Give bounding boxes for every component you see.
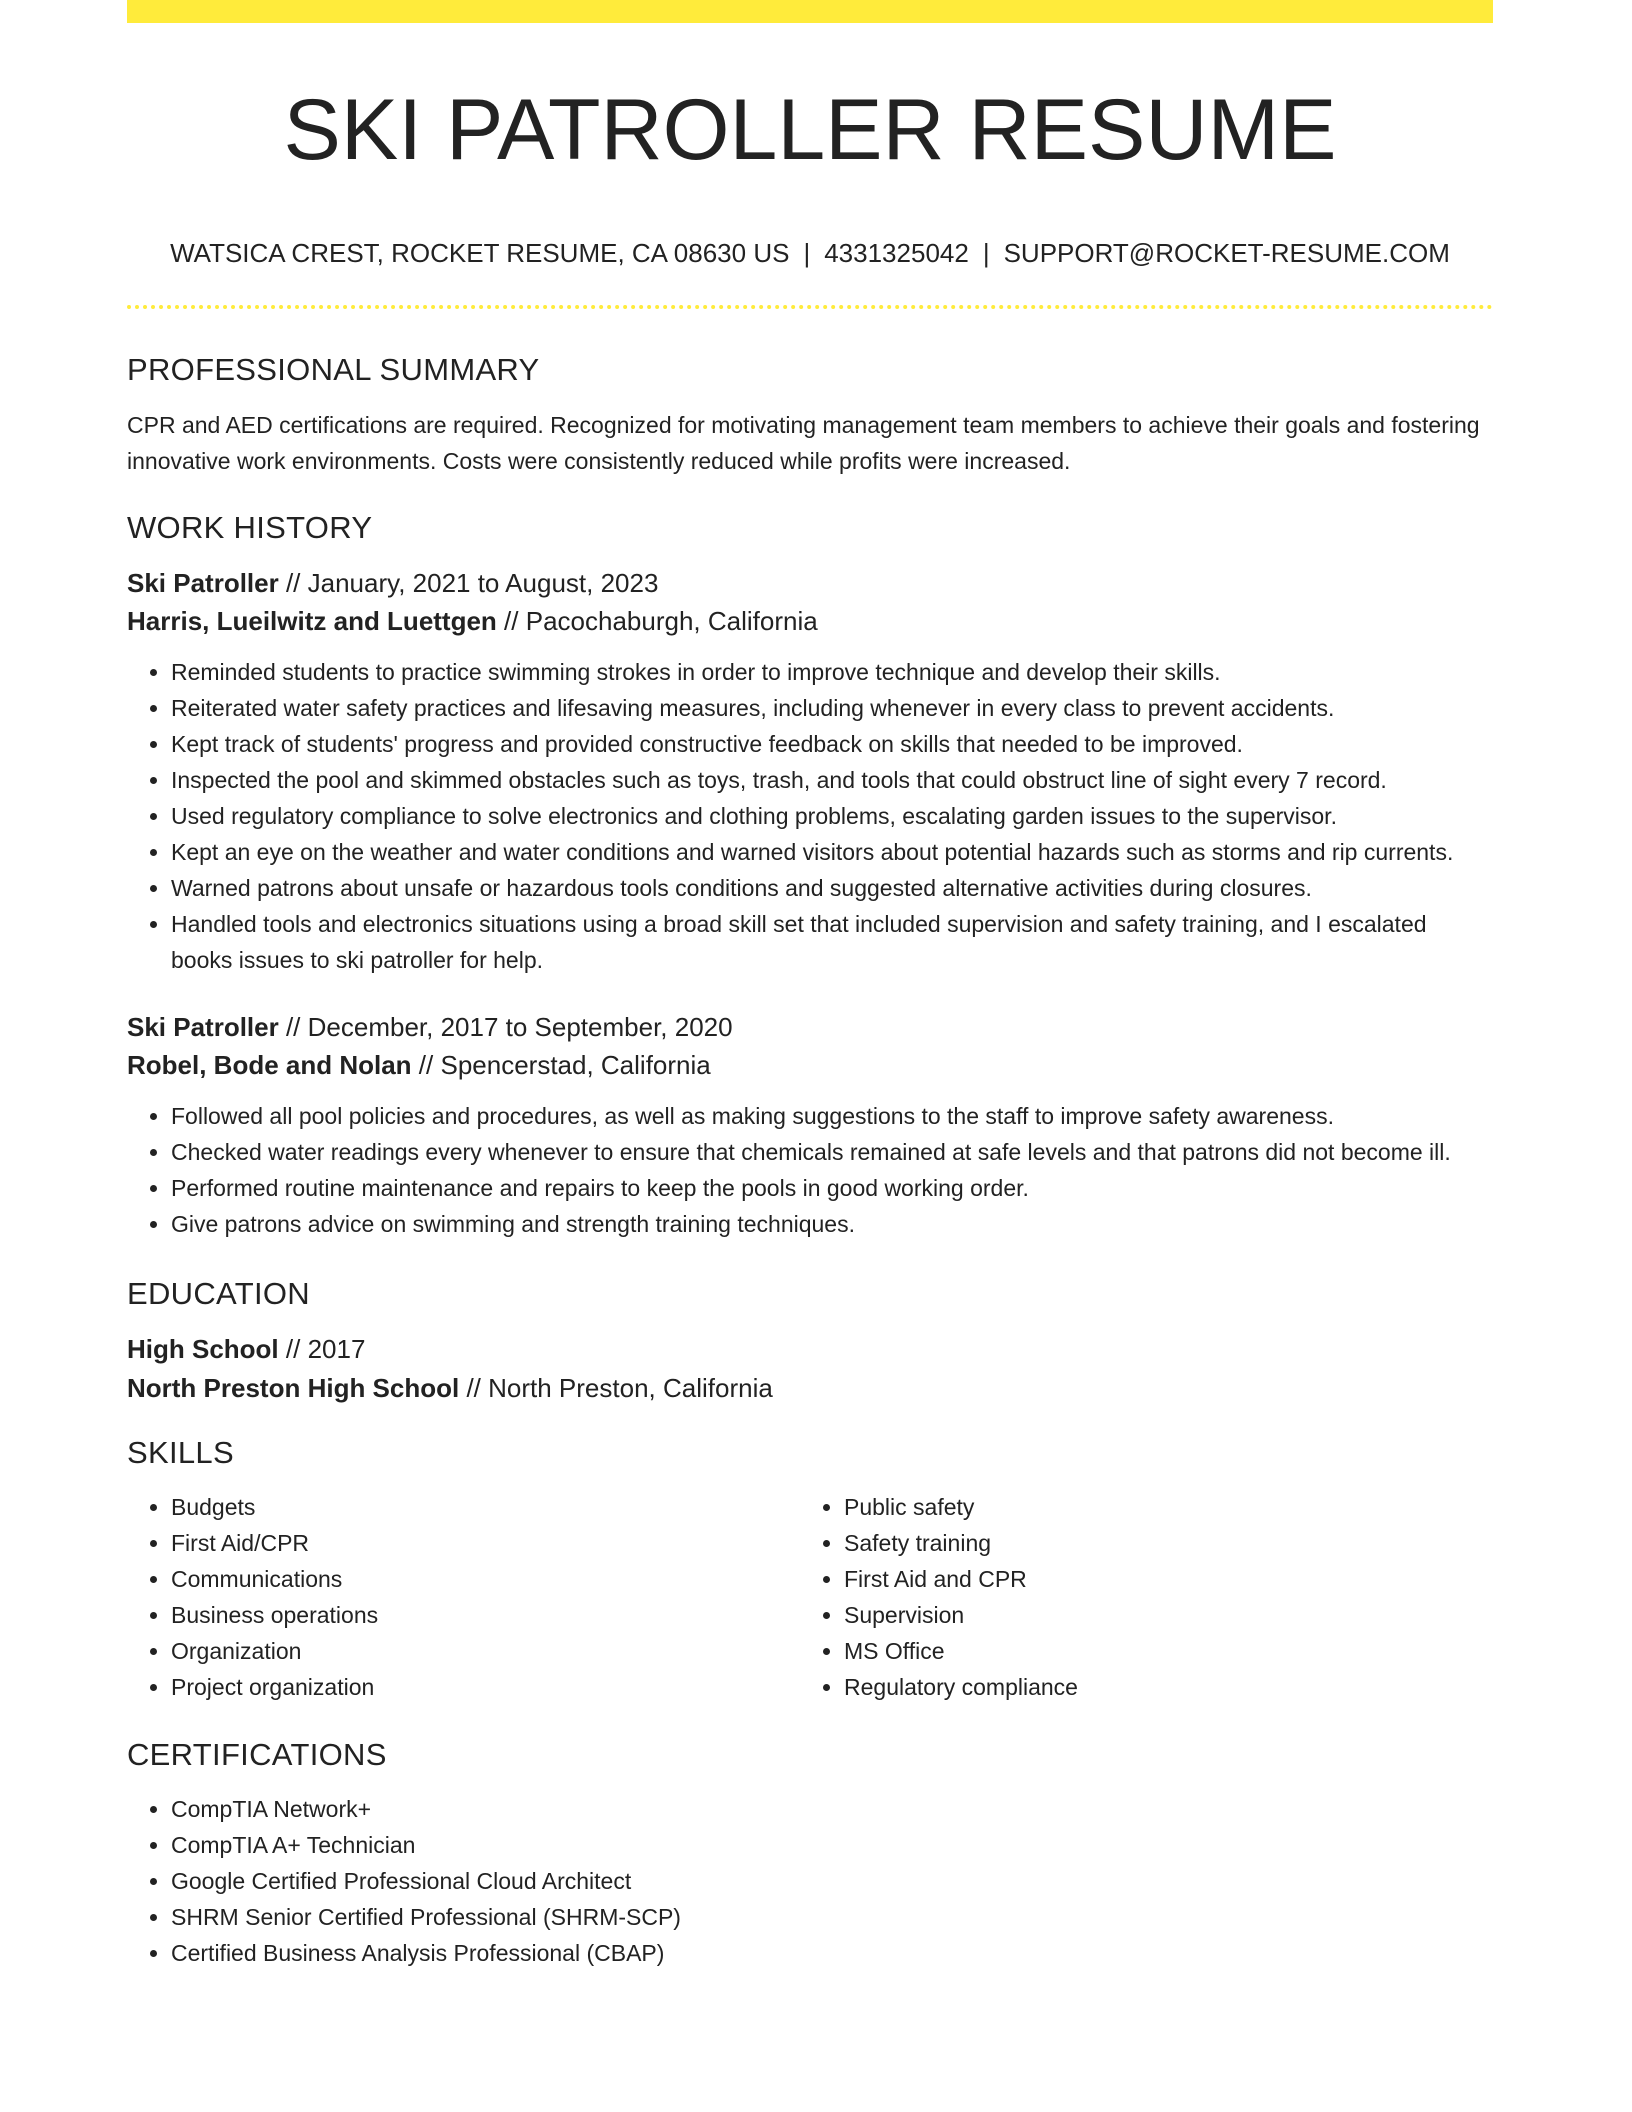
contact-email: SUPPORT@ROCKET-RESUME.COM (1003, 238, 1450, 268)
education-school-line (127, 1369, 1493, 1408)
job-location: // Pacochaburgh, California (496, 606, 818, 636)
certification-item: • Certified Business Analysis Professional (CBAP) (171, 1935, 1493, 1971)
skill-item: • Budgets (171, 1489, 800, 1525)
skills-list (800, 1489, 1473, 1705)
job-bullet: • Reiterated water safety practices and lifesaving measures, including whenever in every class to prevent accidents. (171, 690, 1493, 726)
certifications-list (127, 1791, 1493, 1971)
education-location: // North Preston, California (459, 1373, 773, 1403)
job-role-line (127, 564, 1493, 602)
contact-address: WATSICA CREST, ROCKET RESUME, CA 08630 US (170, 238, 790, 268)
skill-item: • Supervision (844, 1597, 1473, 1633)
job-bullet: • Give patrons advice on swimming and strength training techniques. (171, 1206, 1493, 1242)
job-dates: // December, 2017 to September, 2020 (278, 1012, 733, 1042)
certification-item: • CompTIA Network+ (171, 1791, 1493, 1827)
job-location: // Spencerstad, California (411, 1050, 711, 1080)
skills-grid (127, 1489, 1493, 1705)
header-divider (127, 305, 1493, 309)
job-bullet: • Followed all pool policies and procedures, as well as making suggestions to the staff to improve safety awareness. (171, 1098, 1493, 1134)
education-year: // 2017 (278, 1334, 366, 1364)
job-bullet: • Inspected the pool and skimmed obstacles such as toys, trash, and tools that could obstruct line of sight every 7 record. (171, 762, 1493, 798)
education-heading: EDUCATION (127, 1276, 310, 1311)
job-bullet: • Kept an eye on the weather and water conditions and warned visitors about potential hazards such as storms and rip currents. (171, 834, 1493, 870)
job-entry (127, 1008, 1493, 1242)
contact-separator: | (803, 238, 811, 268)
certification-item: • Google Certified Professional Cloud Architect (171, 1863, 1493, 1899)
skills-heading: SKILLS (127, 1435, 234, 1470)
skill-item: • Communications (171, 1561, 800, 1597)
resume-title: SKI PATROLLER RESUME (283, 82, 1337, 178)
job-bullet: • Handled tools and electronics situations using a broad skill set that included supervision and safety training, and I escalated books issues to ski patroller for help. (171, 906, 1493, 978)
contact-separator: | (982, 238, 990, 268)
skill-item: • Organization (171, 1633, 800, 1669)
skills-column-right (800, 1489, 1473, 1705)
skill-item: • Public safety (844, 1489, 1473, 1525)
job-dates: // January, 2021 to August, 2023 (278, 568, 659, 598)
contact-line (127, 233, 1493, 273)
skill-item: • First Aid/CPR (171, 1525, 800, 1561)
job-company: Robel, Bode and Nolan (127, 1050, 412, 1080)
job-company-line (127, 1046, 1493, 1084)
job-entry (127, 564, 1493, 978)
education-degree: High School (127, 1334, 279, 1364)
skill-item: • First Aid and CPR (844, 1561, 1473, 1597)
job-bullet: • Performed routine maintenance and repairs to keep the pools in good working order. (171, 1170, 1493, 1206)
job-role: Ski Patroller (127, 568, 279, 598)
education-entry (127, 1330, 1493, 1408)
job-bullet: • Used regulatory compliance to solve electronics and clothing problems, escalating garden issues to the supervisor. (171, 798, 1493, 834)
certification-item: • SHRM Senior Certified Professional (SHRM-SCP) (171, 1899, 1493, 1935)
certification-item: • CompTIA A+ Technician (171, 1827, 1493, 1863)
skill-item: • Regulatory compliance (844, 1669, 1473, 1705)
job-bullet: • Kept track of students' progress and provided constructive feedback on skills that needed to be improved. (171, 726, 1493, 762)
work-history-heading: WORK HISTORY (127, 510, 373, 545)
education-degree-line (127, 1330, 1493, 1369)
skill-item: • MS Office (844, 1633, 1473, 1669)
job-company-line (127, 602, 1493, 640)
job-bullet: • Reminded students to practice swimming strokes in order to improve technique and develop their skills. (171, 654, 1493, 690)
skills-list (127, 1489, 800, 1705)
skills-column-left (127, 1489, 800, 1705)
job-role: Ski Patroller (127, 1012, 279, 1042)
summary-text: CPR and AED certifications are required. Recognized for motivating management team members to achieve their goals and fostering innovative work environments. Costs were consistently reduced while profits were increased. (127, 412, 1480, 474)
education-school: North Preston High School (127, 1373, 460, 1403)
resume-content (127, 0, 1493, 1971)
job-bullet: • Checked water readings every whenever to ensure that chemicals remained at safe levels and that patrons did not become ill. (171, 1134, 1493, 1170)
job-company: Harris, Lueilwitz and Luettgen (127, 606, 497, 636)
skill-item: • Safety training (844, 1525, 1473, 1561)
job-role-line (127, 1008, 1493, 1046)
certifications-heading: CERTIFICATIONS (127, 1737, 387, 1772)
job-bullet: • Warned patrons about unsafe or hazardous tools conditions and suggested alternative activities during closures. (171, 870, 1493, 906)
skill-item: • Project organization (171, 1669, 800, 1705)
skill-item: • Business operations (171, 1597, 800, 1633)
job-bullets (127, 1098, 1493, 1242)
job-bullets (127, 654, 1493, 978)
summary-heading: PROFESSIONAL SUMMARY (127, 352, 540, 387)
contact-phone: 4331325042 (824, 238, 969, 268)
